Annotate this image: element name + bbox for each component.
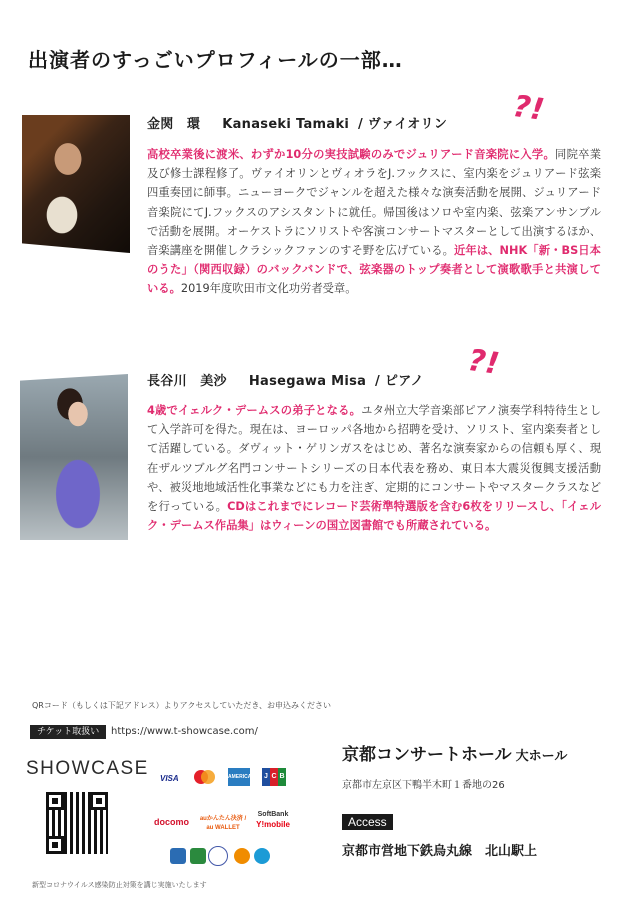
ticket-label: チケット取扱い — [30, 725, 106, 739]
bio-highlight: CDはこれまでにレコード芸術準特選版を含む6枚をリリースし、「イェルク・デームス作品集」はウィーンの国立図書館でも所蔵されている。 — [147, 500, 601, 533]
ministop-store-icon — [208, 846, 228, 866]
performer-name-en: Kanaseki Tamaki — [222, 117, 350, 132]
au-payment-logo-icon: auかんたん決済 / au WALLET — [199, 816, 247, 831]
showcase-logo: SHOWCASE — [26, 758, 149, 779]
qr-instruction: QRコード（もしくは下記アドレス）よりアクセスしていただき、お申込みください — [32, 701, 332, 710]
performer-instrument: / ピアノ — [375, 374, 424, 389]
softbank-logo-icon — [250, 810, 296, 832]
covid-notice: 新型コロナウイルス感染防止対策を講じ実施いたします — [32, 881, 207, 889]
venue-hall: 大ホール — [515, 749, 568, 764]
jcb-letter: B — [278, 768, 286, 786]
pay-easy-icon — [254, 848, 270, 864]
performer-name-en: Hasegawa Misa — [248, 374, 367, 389]
bio-highlight: 近年は、NHK「新・BS日本のうた」（関西収録）のバックバンドで、弦楽器のトップ奏者として演歌歌手と共演している。 — [147, 244, 601, 296]
access-route: 京都市営地下鉄烏丸線 北山駅上 — [342, 844, 538, 859]
bio-text: 同院卒業及び修士課程修了。ヴァイオリンとヴィオラをJ.フックスに、室内楽をジュリアード弦楽四重奏団に師事。ニューヨークでジャンルを超えた様々な演奏活動を展開、ジュリアード音楽院にてJ.フックスのアシスタントに就任。帰国後はソロや室内楽、弦楽アンサンブルで活動を展開。オーケストラにソリストや客演コンサートマスターとして出演するほか、音楽講座を開催しクラシックファンのすそ野を広げている。 — [147, 148, 601, 258]
lawson-store-icon — [170, 848, 186, 864]
softbank-text: SoftBank — [257, 811, 289, 818]
ticket-url-link[interactable]: https://www.t-showcase.com/ — [111, 726, 258, 737]
performer-name-jp: 長谷川 美沙 — [147, 374, 227, 389]
venue-name — [342, 740, 567, 765]
performer-photo-violinist — [22, 115, 130, 253]
familymart-store-icon — [190, 848, 206, 864]
seicomart-store-icon — [234, 848, 250, 864]
bio-text: ユタ州立大学音楽部ピアノ演奏学科特待生として入学許可を得た。現在は、ヨーロッパ各地から招聘を受け、ソリスト、室内楽奏者として活躍している。ダヴィット・ゲリンガスをはじめ、著名な演奏家からの信頼も厚く、現在ザルツブルグ名門コンサートシリーズの日本代表を務め、東日本大震災復興支援活動や、被災地地域活性化事業などにも力を注ぎ、定期的にコンサートやマスタークラスなどを行っている。 — [147, 404, 601, 514]
performer-instrument: / ヴァイオリン — [357, 117, 448, 132]
amex-logo-icon: AMERICAN EXPRESS — [228, 768, 250, 786]
jcb-logo-icon — [262, 768, 286, 786]
visa-logo-icon: VISA — [160, 774, 179, 783]
docomo-logo-icon: docomo — [154, 817, 189, 827]
performer-photo-pianist — [20, 374, 128, 540]
performer-name-jp: 金関 環 — [147, 117, 201, 132]
venue-name-text: 京都コンサートホール — [342, 745, 512, 765]
performer-bio-2 — [147, 401, 601, 535]
ymobile-text: Y!mobile — [256, 820, 290, 829]
mastercard-logo-icon — [190, 768, 218, 788]
bio-highlight: 4歳でイェルク・デームスの弟子となる。 — [147, 404, 362, 417]
exclamation-mark-icon: ?! — [465, 343, 502, 382]
jcb-letter: C — [270, 768, 278, 786]
venue-address: 京都市左京区下鴨半木町１番地の26 — [342, 780, 505, 791]
performer-name-2 — [147, 370, 424, 389]
jcb-letter: J — [262, 768, 270, 786]
performer-bio-1 — [147, 145, 601, 299]
bio-text: 2019年度吹田市文化功労者受章。 — [180, 282, 357, 296]
access-label: Access — [342, 814, 393, 830]
performer-name-1 — [147, 113, 447, 132]
bio-highlight: 高校卒業後に渡米、わずか10分の実技試験のみでジュリアード音楽院に入学。 — [147, 148, 556, 161]
qr-code-icon[interactable] — [46, 792, 108, 854]
page-heading: 出演者のすっごいプロフィールの一部… — [28, 48, 403, 72]
exclamation-mark-icon: ?! — [510, 89, 547, 128]
